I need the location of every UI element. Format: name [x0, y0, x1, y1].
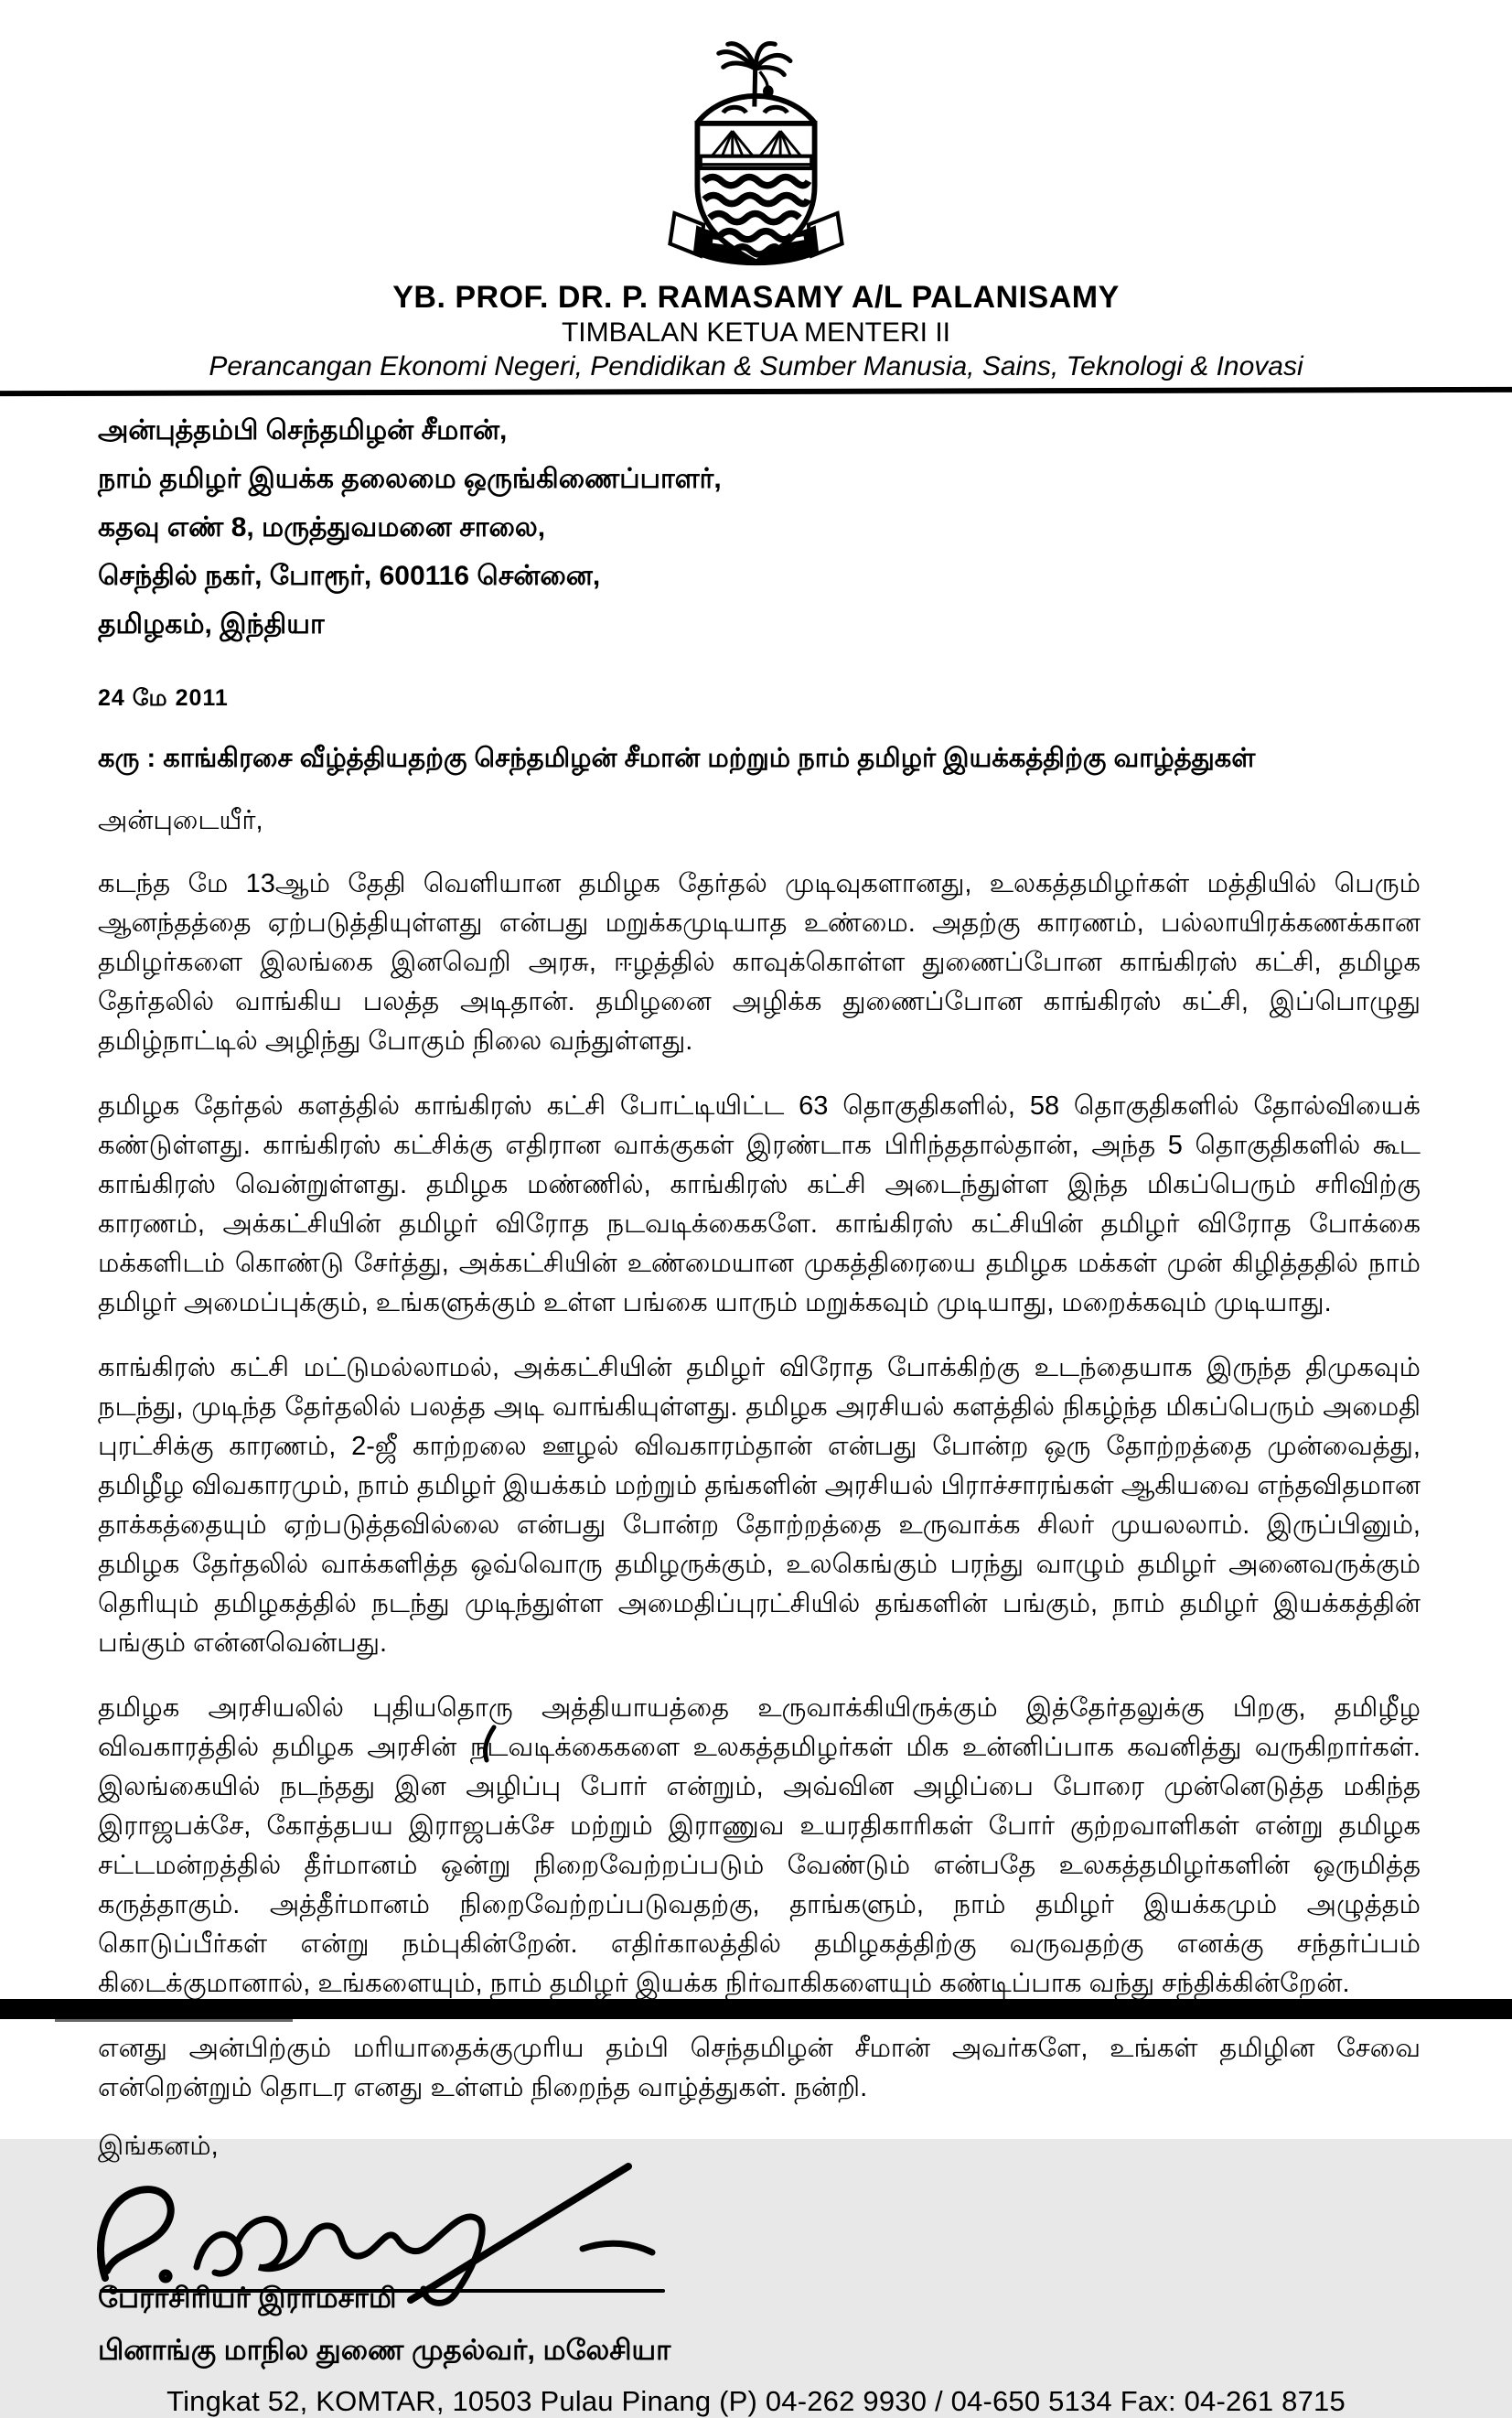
- paragraph-1: கடந்த மே 13ஆம் தேதி வெளியான தமிழக தேர்தல் முடிவுகளானது, உலகத்தமிழர்கள் மத்தியில் பெரும் ஆனந்தத்தை ஏற்படுத்தியுள்ளது என்பது மறுக்கமுடியாத உண்மை. அதற்கு காரணம், பல்லாயிரக்கணக்கான தமிழர்களை இலங்கை இனவெறி அரசு, ஈழத்தில் காவுக்கொள்ள துணைப்போன காங்கிரஸ் கட்சி, தமிழக தேர்தலில் வாங்கிய பலத்த அடிதான். தமிழனை அழிக்க துணைப்போன காங்கிரஸ் கட்சி, இப்பொழுது தமிழ்நாட்டில் அழிந்து போகும் நிலை வந்துள்ளது.: [98, 869, 1421, 1056]
- signatory-name: பேராசிரியர் இராமசாமி: [98, 2282, 397, 2314]
- paragraph-3: காங்கிரஸ் கட்சி மட்டுமல்லாமல், அக்கட்சியின் தமிழர் விரோத போக்கிற்கு உடந்தையாக இருந்த திமுகவும் நடந்து, முடிந்த தேர்தலில் பலத்த அடி வாங்கியுள்ளது. தமிழக அரசியல் களத்தில் நிகழ்ந்த மிகப்பெரும் அமைதி புரட்சிக்கு காரணம், 2-ஜீ காற்றலை ஊழல் விவகாரம்தான் என்பது போன்ற ஒரு தோற்றத்தை முன்வைத்து, தமிழீழ விவகாரமும், நாம் தமிழர் இயக்கம் மற்றும் தங்களின் அரசியல் பிராச்சாரங்கள் ஆகியவை எந்தவிதமான தாக்கத்தையும் ஏற்படுத்தவில்லை என்பது போன்ற தோற்றத்தை உருவாக்க சிலர் முயலலாம். இருப்பினும், தமிழக தேர்தலில் வாக்களித்த ஒவ்வொரு தமிழருக்கும், உலகெங்கும் பரந்து வாழும் தமிழர் அனைவருக்கும் தெரியும் தமிழகத்தில் நடந்து முடிந்துள்ள அமைதிப்புரட்சியில் தங்களின் பங்கும், நாம் தமிழர் இயக்கத்தின் பங்கும் என்னவென்பது.: [98, 1353, 1421, 1658]
- letterhead: [0, 0, 1512, 382]
- letter-date: 24 மே 2011: [98, 685, 229, 711]
- paragraph-5: எனது அன்பிற்கும் மரியாதைக்குமுரிய தம்பி செந்தமிழன் சீமான் அவர்களே, உங்கள் தமிழின சேவை என்றென்றும் தொடர எனது உள்ளம் நிறைந்த வாழ்த்துகள். நன்றி.: [98, 2034, 1421, 2102]
- letterhead-title: TIMBALAN KETUA MENTERI II: [561, 317, 951, 348]
- recipient-line: நாம் தமிழர் இயக்க தலைமை ஒருங்கிணைப்பாளர்,: [98, 464, 722, 494]
- recipient-line: தமிழகம், இந்தியா: [98, 609, 325, 639]
- paragraph-2: தமிழக தேர்தல் களத்தில் காங்கிரஸ் கட்சி போட்டியிட்ட 63 தொகுதிகளில், 58 தொகுதிகளில் தோல்வியைக் கண்டுள்ளது. காங்கிரஸ் கட்சிக்கு எதிரான வாக்குகள் இரண்டாக பிரிந்ததால்தான், அந்த 5 தொகுதிகளில் கூட காங்கிரஸ் வென்றுள்ளது. தமிழக மண்ணில், காங்கிரஸ் கட்சி அடைந்துள்ள இந்த மிகப்பெரும் சரிவிற்கு காரணம், அக்கட்சியின் தமிழர் விரோத நடவடிக்கைகளே. காங்கிரஸ் கட்சியின் தமிழர் விரோத போக்கை மக்களிடம் கொண்டு சேர்த்து, அக்கட்சியின் உண்மையான முகத்திரையை தமிழக மக்கள் முன் கிழித்ததில் நாம் தமிழர் அமைப்புக்கும், உங்களுக்கும் உள்ள பங்கை யாரும் மறுக்கவும் முடியாது, மறைக்கவும் முடியாது.: [98, 1091, 1421, 1317]
- recipient-line: கதவு எண் 8, மருத்துவமனை சாலை,: [98, 512, 546, 543]
- recipient-line: அன்புத்தம்பி செந்தமிழன் சீமான்,: [98, 415, 508, 446]
- scan-artifact-bar: [0, 1999, 1512, 2019]
- recipient-address: [98, 406, 1421, 649]
- penang-crest-icon: [635, 37, 877, 273]
- handwritten-signature-image: [70, 2161, 729, 2298]
- paragraph-4: தமிழக அரசியலில் புதியதொரு அத்தியாயத்தை உருவாக்கியிருக்கும் இத்தேர்தலுக்கு பிறகு, தமிழீழ விவகாரத்தில் தமிழக அரசின் நடவடிக்கைகளை உலகத்தமிழர்கள் மிக உன்னிப்பாக கவனித்து வருகிறார்கள். இலங்கையில் நடந்தது இன அழிப்பு போர் என்றும், அவ்வின அழிப்பை போரை முன்னெடுத்த மகிந்த இராஜபக்சே, கோத்தபய இராஜபக்சே மற்றும் இராணுவ உயரதிகாரிகள் போர் குற்றவாளிகள் என்று தமிழக சட்டமன்றத்தில் தீர்மானம் ஒன்று நிறைவேற்றப்படும் வேண்டும் என்பதே உலகத்தமிழர்களின் ஒருமித்த கருத்தாகும். அத்தீர்மானம் நிறைவேற்றப்படுவதற்கு, தாங்களும், நாம் தமிழர் இயக்கமும் அழுத்தம் கொடுப்பீர்கள் என்று நம்புகின்றேன். எதிர்காலத்தில் தமிழகத்திற்கு வருவதற்கு எனக்கு சந்தர்ப்பம் கிடைக்குமானால், உங்களையும், நாம் தமிழர் இயக்க நிர்வாகிகளையும் கண்டிப்பாக வந்து சந்திக்கின்றேன்.: [98, 1693, 1421, 1998]
- ink-mark: [477, 1725, 499, 1762]
- subject-line: கரு : காங்கிரசை வீழ்த்தியதற்கு செந்தமிழன் சீமான் மற்றும் நாம் தமிழர் இயக்கத்திற்கு வாழ்த்துகள்: [98, 744, 1256, 773]
- signature-block: [98, 2168, 1421, 2276]
- signatory-title: பினாங்கு மாநில துணை முதல்வர், மலேசியா: [98, 2334, 671, 2366]
- recipient-line: செந்தில் நகர், போரூர், 600116 சென்னை,: [98, 561, 601, 591]
- closing-label: இங்கனம்,: [98, 2132, 219, 2161]
- header-divider: [0, 387, 1512, 396]
- office-address-footer: Tingkat 52, KOMTAR, 10503 Pulau Pinang (P) 04-262 9930 / 04-650 5134 Fax: 04-261 8715: [166, 2385, 1346, 2417]
- letterhead-name: YB. PROF. DR. P. RAMASAMY A/L PALANISAMY: [392, 280, 1120, 315]
- letterhead-department: Perancangan Ekonomi Negeri, Pendidikan & Sumber Manusia, Sains, Teknologi & Inovasi: [209, 351, 1303, 382]
- salutation: அன்புடையீர்,: [98, 806, 263, 835]
- letter-body: [0, 406, 1512, 2370]
